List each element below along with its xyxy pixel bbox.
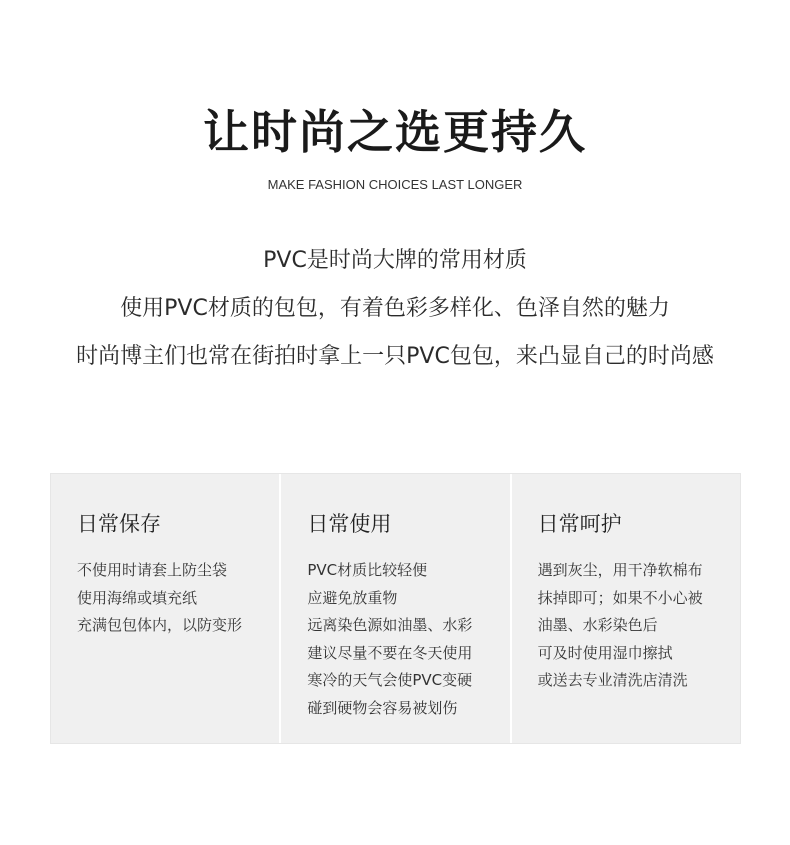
card-line: 远离染色源如油墨、水彩 (307, 616, 473, 634)
card-daily-storage (51, 474, 281, 743)
card-title: 日常使用 (307, 512, 392, 536)
card-line: 充满包包体内，以防变形 (77, 616, 243, 634)
card-line: 不使用时请套上防尘袋 (77, 561, 228, 579)
card-body (538, 557, 734, 695)
card-line: PVC材质比较轻便 (307, 561, 428, 579)
card-line: 寒冷的天气会使PVC变硬 (307, 671, 473, 689)
intro-text (0, 237, 790, 381)
card-line: 或送去专业清洗店清洗 (537, 671, 688, 689)
card-line: 使用海绵或填充纸 (77, 588, 198, 607)
card-body (307, 557, 503, 722)
intro-line: 时尚博主们也常在街拍时拿上一只PVC包包，来凸显自己的时尚感 (76, 344, 714, 369)
card-line: 碰到硬物会容易被划伤 (307, 698, 458, 717)
card-line: 可及时使用湿巾擦拭 (537, 643, 673, 662)
card-line: 油墨、水彩染色后 (537, 616, 658, 634)
intro-line: 使用PVC材质的包包，有着色彩多样化、色泽自然的魅力 (120, 296, 670, 321)
page-title: 让时尚之选更持久 (203, 105, 587, 159)
card-title: 日常保存 (77, 512, 161, 536)
care-cards (50, 473, 741, 744)
card-daily-use (281, 474, 511, 743)
card-line: 抹掉即可；如果不小心被 (537, 588, 703, 607)
card-line: 应避免放重物 (307, 588, 398, 607)
card-daily-care (512, 474, 740, 743)
card-title: 日常呵护 (537, 512, 622, 536)
page-subtitle: MAKE FASHION CHOICES LAST LONGER (267, 177, 523, 192)
card-line: 遇到灰尘，用干净软棉布 (537, 561, 703, 579)
card-line: 建议尽量不要在冬天使用 (307, 643, 473, 662)
card-body (77, 557, 273, 640)
intro-line: PVC是时尚大牌的常用材质 (263, 248, 527, 273)
